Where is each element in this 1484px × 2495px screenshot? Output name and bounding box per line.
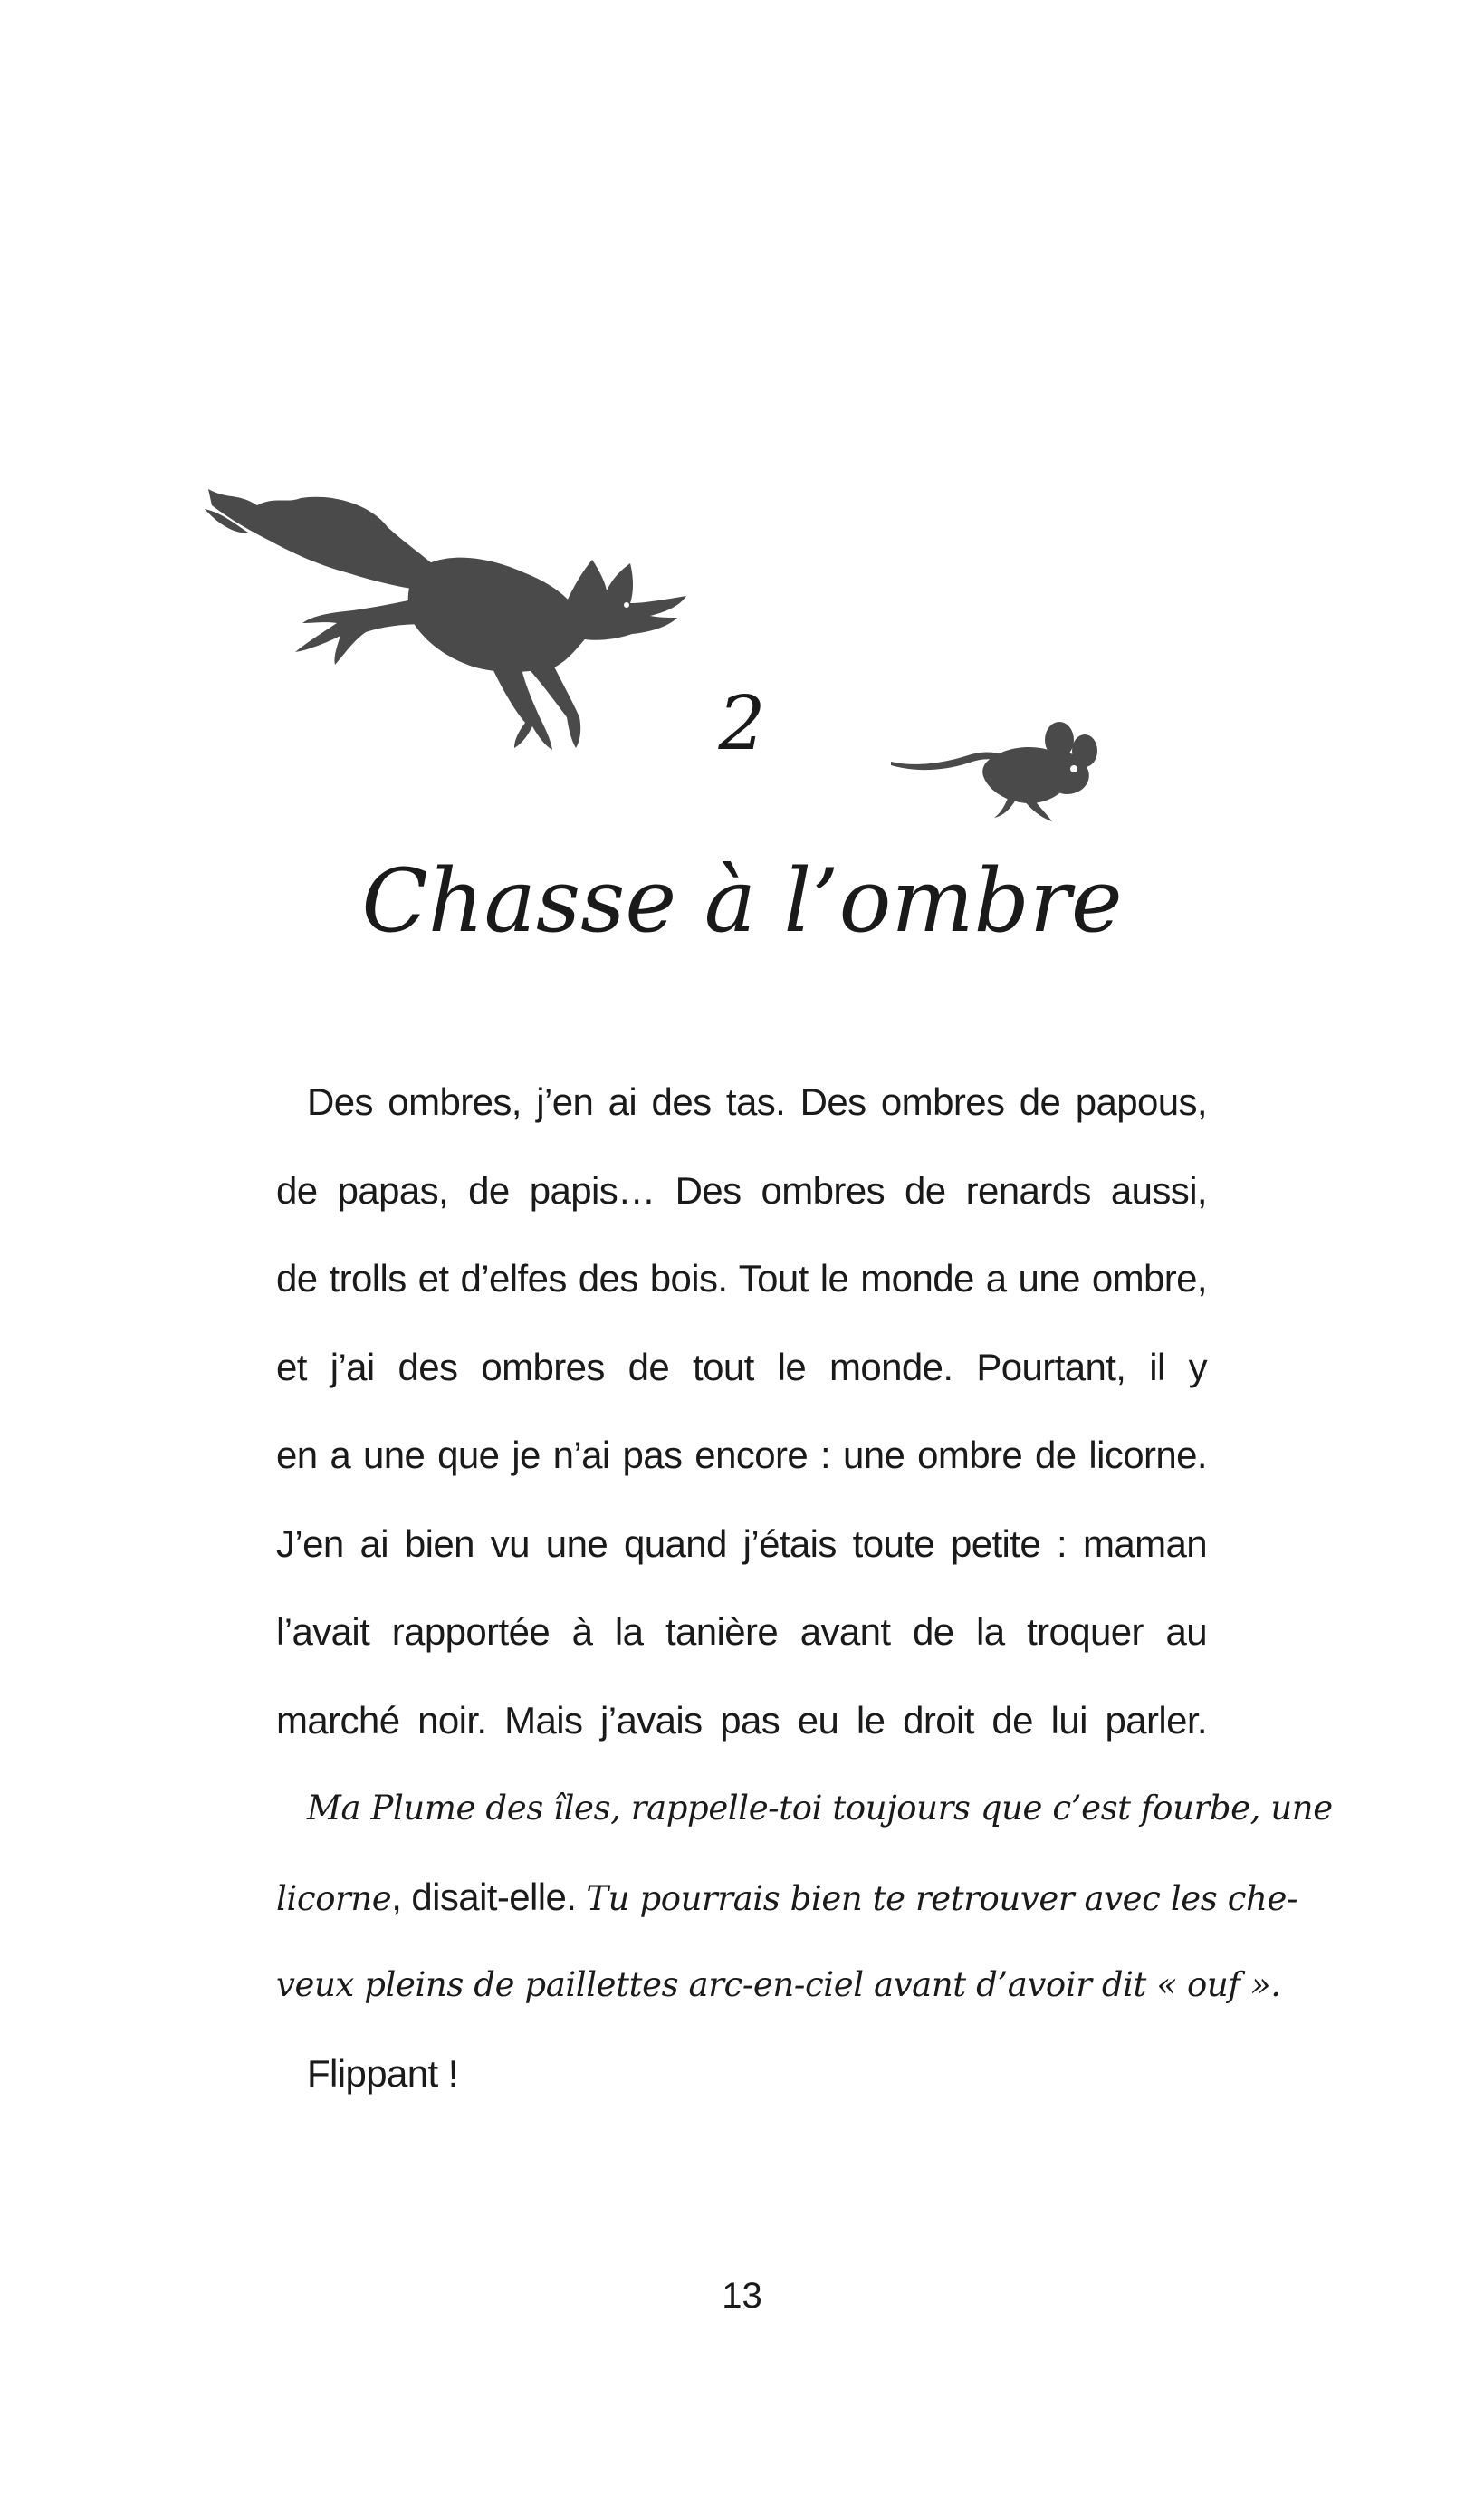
body-line: Des ombres, j’en ai des tas. Des ombres de papous, [307, 1080, 1207, 1123]
quote-line: Ma Plume des îles, rappelle-toi toujours que c’est fourbe, une [307, 1789, 1333, 1828]
quote-italic: licorne [276, 1878, 392, 1918]
quote-line [276, 1853, 1298, 1942]
closing-line: Flippant ! [307, 2051, 458, 2095]
chapter-body [276, 1058, 1333, 2117]
body-line: J’en ai bien vu une quand j’étais toute petite : maman [276, 1521, 1207, 1565]
quote-attribution: , disait-elle. [391, 1875, 587, 1918]
quote-line: veux pleins de paillettes arc-en-ciel avant d’avoir dit « ouf ». [276, 1965, 1281, 2004]
quote-italic: Tu pourrais bien te retrouver avec les che- [586, 1878, 1298, 1918]
chapter-title: Chasse à l’ombre [361, 850, 1123, 952]
chapter-number: 2 [718, 681, 766, 767]
page-number: 13 [722, 2276, 762, 2316]
body-line: marché noir. Mais j’avais pas eu le droit de lui parler. [276, 1698, 1207, 1742]
body-line: de papas, de papis… Des ombres de renards aussi, [276, 1168, 1207, 1212]
body-line: l’avait rapportée à la tanière avant de la troquer au [276, 1610, 1207, 1653]
body-line: et j’ai des ombres de tout le monde. Pourtant, il y [276, 1345, 1207, 1388]
body-line: de trolls et d’elfes des bois. Tout le monde a une ombre, [276, 1257, 1207, 1300]
body-line: en a une que je n’ai pas encore : une ombre de licorne. [276, 1434, 1207, 1476]
